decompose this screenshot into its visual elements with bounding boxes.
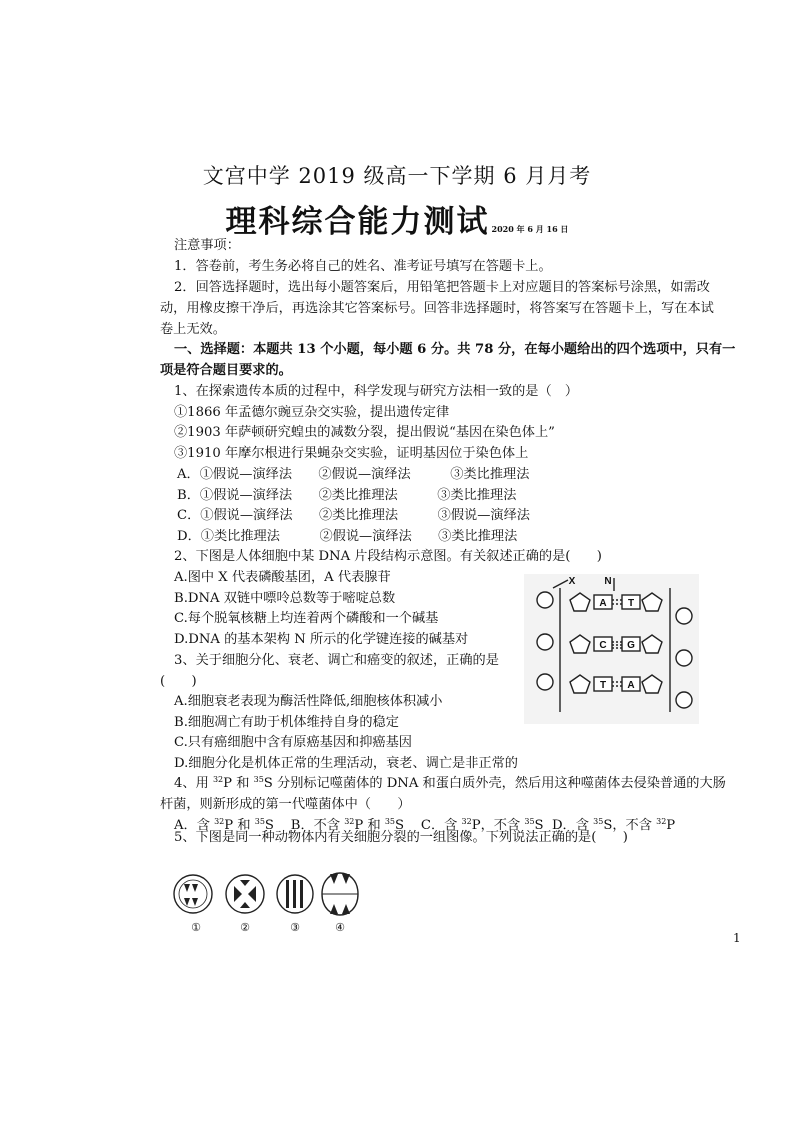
exam-date: 2020 年 6 月 16 日 — [491, 224, 569, 234]
q4-option-c-sup-1: 32 — [461, 817, 472, 826]
q4-option-b-sup-1: 32 — [344, 817, 355, 826]
cell-label-3: ③ — [290, 921, 300, 934]
q4-option-a-text-1: A．含 — [174, 818, 215, 833]
notes-heading: 注意事项： — [174, 238, 240, 253]
q3-option-b: B.细胞凋亡有助于机体维持自身的稳定 — [174, 715, 399, 730]
q4-option-a-sup-1: 32 — [214, 817, 225, 826]
exam-title: 文宫中学 2019 级高一下学期 6 月月考 — [202, 164, 592, 188]
q4-stem-part-1: 4、用 — [174, 776, 213, 791]
note-1: 1．答卷前，考生务必将自己的姓名、准考证号填写在答题卡上。 — [174, 259, 552, 274]
cell-1 — [174, 875, 212, 913]
base-1-left: A — [599, 598, 607, 609]
cell-division-figure — [170, 856, 365, 934]
q4-option-c-text-3: S — [534, 818, 544, 833]
q4-option-a-sup-2: 35 — [254, 817, 265, 826]
cell-label-4: ④ — [335, 921, 345, 934]
q2-option-d: D.DNA 的基本架构 N 所示的化学键连接的碱基对 — [174, 632, 469, 647]
phosphate-left-3 — [537, 674, 553, 690]
q1-option-b: B．①假说—演绎法 ②类比推理法 ③类比推理法 — [177, 488, 517, 503]
q4-option-d-sup-2: 32 — [656, 817, 667, 826]
q4-option-c-text-1: C．含 — [420, 818, 462, 833]
q5-stem: 5、下图是同一种动物体内有关细胞分裂的一组图像。下列说法正确的是( ) — [174, 830, 628, 845]
q1-statement-2: ②1903 年萨顿研究蝗虫的减数分裂，提出假说“基因在染色体上” — [174, 425, 555, 440]
exam-subtitle: 理科综合能力测试 — [225, 204, 490, 240]
q3-stem: 3、关于细胞分化、衰老、调亡和癌变的叙述，正确的是 — [174, 653, 499, 668]
q4-stem-part-3: S 分别标记噬菌体的 DNA 和蛋白质外壳，然后用这种噬菌体去侵染普通的大肠 — [263, 776, 726, 791]
q4-option-b-sup-2: 35 — [384, 817, 396, 826]
q2-stem: 2、下图是人体细胞中某 DNA 片段结构示意图。有关叙述正确的是( ) — [174, 549, 602, 564]
q3-paren: ( ) — [160, 674, 197, 689]
note-2-line-1: 2．回答选择题时，选出每小题答案后，用铅笔把答题卡上对应题目的答案标号涂黑，如需改 — [174, 280, 710, 295]
q4-option-d-text-3: P — [666, 818, 676, 833]
q4-option-d-text-1: D．含 — [551, 818, 594, 833]
phosphate-right-1 — [676, 608, 692, 624]
exam-subtitle-block — [0, 196, 794, 241]
label-n: N — [604, 576, 612, 587]
q3-option-c: C.只有癌细胞中含有原癌基因和抑癌基因 — [174, 735, 412, 750]
phosphate-left-2 — [537, 634, 553, 650]
q4-stem — [174, 776, 726, 792]
q4-option-b-text-1: B．不含 — [290, 818, 345, 833]
q3-option-d: D.细胞分化是机体正常的生理活动，衰老、调亡是非正常的 — [174, 756, 518, 771]
cell-3-chromosome-1 — [286, 880, 289, 908]
q1-statement-1: ①1866 年孟德尔豌豆杂交实验，提出遗传定律 — [174, 405, 450, 420]
cell-3-chromosome-3 — [300, 880, 303, 908]
phosphate-right-3 — [676, 692, 692, 708]
q4-option-d-text-2: S，不含 — [603, 818, 657, 833]
cell-3-chromosome-2 — [293, 880, 296, 908]
q1-stem: 1、在探索遗传本质的过程中，科学发现与研究方法相一致的是（ ） — [174, 384, 579, 399]
q3-option-a: A.细胞衰老表现为酶活性降低,细胞核体积减小 — [174, 694, 443, 709]
cell-label-2: ② — [240, 921, 250, 934]
q1-option-c: C．①假说—演绎法 ②类比推理法 ③假说—演绎法 — [177, 508, 530, 523]
q1-statement-3: ③1910 年摩尔根进行果蝇杂交实验，证明基因位于染色体上 — [174, 446, 529, 461]
q4-stem-part-2: P 和 — [223, 776, 254, 791]
base-2-left: C — [599, 640, 607, 651]
base-1-right: T — [627, 598, 635, 609]
section-heading-line-2: 项是符合题目要求的。 — [160, 363, 292, 378]
q4-option-c-text-2: P，不含 — [471, 818, 525, 833]
q4-option-a-text-2: P 和 — [224, 818, 255, 833]
q1-option-d: D．①类比推理法 ②假说—演绎法 ③类比推理法 — [177, 529, 518, 544]
q4-option-d-sup-1: 35 — [593, 817, 604, 826]
q1-option-a: A．①假说—演绎法 ②假说—演绎法 ③类比推理法 — [177, 467, 530, 482]
note-2-line-2: 动，用橡皮擦干净后，再选涂其它答案标号。回答非选择题时，将答案写在答题卡上，写在本试 — [160, 301, 714, 316]
phosphate-right-2 — [676, 650, 692, 666]
dna-structure-figure — [524, 574, 699, 724]
cell-2-chromosomes — [234, 880, 256, 908]
phosphate-left-1 — [537, 592, 553, 608]
q2-option-c: C.每个脱氧核糖上均连着两个磷酸和一个碱基 — [174, 611, 439, 626]
q2-option-b: B.DNA 双链中嘌呤总数等于嘧啶总数 — [174, 591, 396, 606]
q4-stem-sup-1: 32 — [212, 775, 224, 784]
base-2-right: G — [627, 640, 635, 651]
q4-stem-sup-2: 35 — [253, 775, 264, 784]
q4-option-c-sup-2: 35 — [524, 817, 535, 826]
note-2-line-3: 卷上无效。 — [160, 322, 226, 337]
base-3-right: A — [627, 680, 635, 691]
q4-stem-line-2: 杆菌，则新形成的第一代噬菌体中（ ） — [160, 797, 411, 812]
q4-option-b-text-3: S — [395, 818, 405, 833]
cell-label-1: ① — [191, 921, 201, 934]
page-number: 1 — [733, 931, 741, 945]
section-heading-line-1: 一、选择题：本题共 13 个小题，每小题 6 分。共 78 分，在每小题给出的四个选项中，只有一 — [174, 342, 736, 357]
q2-option-a: A.图中 X 代表磷酸基团，A 代表腺苷 — [174, 570, 391, 585]
cell-1-chromosomes — [184, 884, 198, 906]
q4-option-b-text-2: P 和 — [354, 818, 385, 833]
label-x: X — [568, 576, 576, 587]
base-3-left: T — [599, 680, 607, 691]
q4-option-a-text-3: S — [264, 818, 274, 833]
